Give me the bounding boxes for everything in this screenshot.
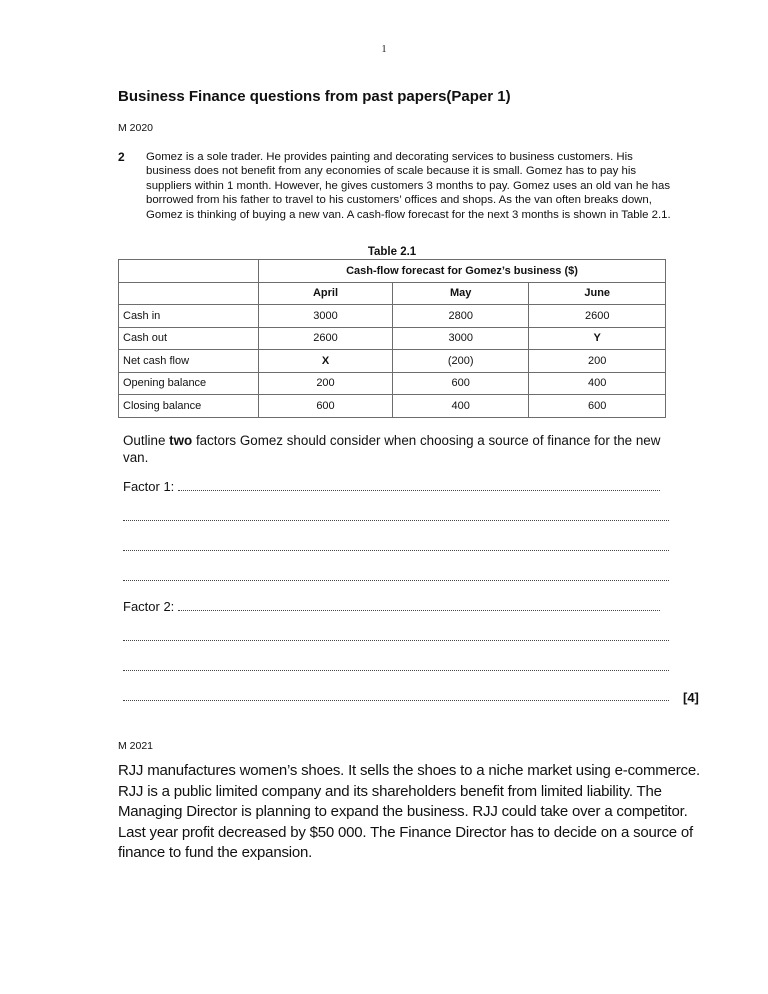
prompt-before: Outline	[123, 433, 170, 448]
table-column-header-row	[119, 282, 666, 305]
table-cell: 3000	[259, 305, 393, 328]
table-cell: 200	[529, 350, 666, 373]
case-study-text: RJJ manufactures women’s shoes. It sells the shoes to a niche market using e-commerce. RJJ is a public limited company and its shareholders benefit from limited liability. The Managing Director is planning to expand the business. RJJ could take over a competitor. Last year profit decreased by $50 000. The Finance Director has to decide on a source of finance to fund the expansion.	[118, 762, 700, 861]
table-corner-cell	[119, 260, 259, 283]
table-caption: Table 2.1	[367, 246, 417, 258]
table-cell: 400	[529, 372, 666, 395]
column-header-may: May	[393, 282, 529, 305]
row-label: Net cash flow	[119, 350, 259, 373]
table-cell-unknown-y: Y	[529, 327, 666, 350]
dotted-line	[178, 481, 660, 491]
table-cell: 600	[259, 395, 393, 418]
table-cell: 2600	[529, 305, 666, 328]
dotted-line	[123, 691, 669, 701]
dotted-line	[178, 601, 660, 611]
answer-line-factor-1[interactable]	[123, 480, 669, 494]
table-row	[119, 327, 666, 350]
row-label: Cash out	[119, 327, 259, 350]
factor-1-label: Factor 1:	[123, 480, 175, 494]
table-cell: 600	[393, 372, 529, 395]
factor-2-label: Factor 2:	[123, 600, 175, 614]
section-label-m2021: M 2021	[118, 740, 154, 752]
answer-line[interactable]	[123, 690, 669, 704]
answer-line[interactable]	[123, 630, 669, 644]
table-row	[119, 305, 666, 328]
table-row	[119, 372, 666, 395]
row-label: Opening balance	[119, 372, 259, 395]
row-label: Closing balance	[119, 395, 259, 418]
answer-line-factor-2[interactable]	[123, 600, 669, 614]
column-header-june: June	[529, 282, 666, 305]
dotted-line	[123, 511, 669, 521]
dotted-line	[123, 661, 669, 671]
prompt-emphasis: two	[169, 433, 193, 448]
table-cell: 2800	[393, 305, 529, 328]
question-number: 2	[118, 150, 125, 164]
cash-flow-table	[118, 259, 666, 418]
marks-allocation: [4]	[683, 690, 699, 705]
dotted-line	[123, 541, 669, 551]
question-prompt	[123, 433, 683, 466]
dotted-line	[123, 631, 669, 641]
answer-line[interactable]	[123, 570, 669, 584]
answer-line[interactable]	[123, 540, 669, 554]
prompt-after: factors Gomez should consider when choosing a source of finance for the new van.	[123, 433, 661, 465]
section-label-m2020: M 2020	[118, 122, 154, 134]
question-text: Gomez is a sole trader. He provides painting and decorating services to business customers. His business does not benefit from any economies of scale because it is small. Gomez has to pay his suppliers within 1 month. However, he gives customers 3 months to pay. Gomez uses an old van he has borrowed from his father to travel to his customers’ offices and shops. As the van often breaks down, Gomez is thinking of buying a new van. A cash-flow forecast for the next 3 months is shown in Table 2.1.	[146, 151, 671, 221]
table-heading-row	[119, 260, 666, 283]
table-cell: 200	[259, 372, 393, 395]
column-header-april: April	[259, 282, 393, 305]
answer-line[interactable]	[123, 660, 669, 674]
table-cell: (200)	[393, 350, 529, 373]
table-row	[119, 395, 666, 418]
table-cell-unknown-x: X	[259, 350, 393, 373]
table-cell: 2600	[259, 327, 393, 350]
document-title: Business Finance questions from past papers(Paper 1)	[118, 88, 511, 105]
table-heading: Cash-flow forecast for Gomez’s business ($)	[259, 260, 666, 283]
table-cell: 3000	[393, 327, 529, 350]
table-empty-cell	[119, 282, 259, 305]
dotted-line	[123, 571, 669, 581]
answer-line[interactable]	[123, 510, 669, 524]
page-number: 1	[381, 44, 387, 55]
table-row	[119, 350, 666, 373]
table-cell: 400	[393, 395, 529, 418]
table-cell: 600	[529, 395, 666, 418]
row-label: Cash in	[119, 305, 259, 328]
